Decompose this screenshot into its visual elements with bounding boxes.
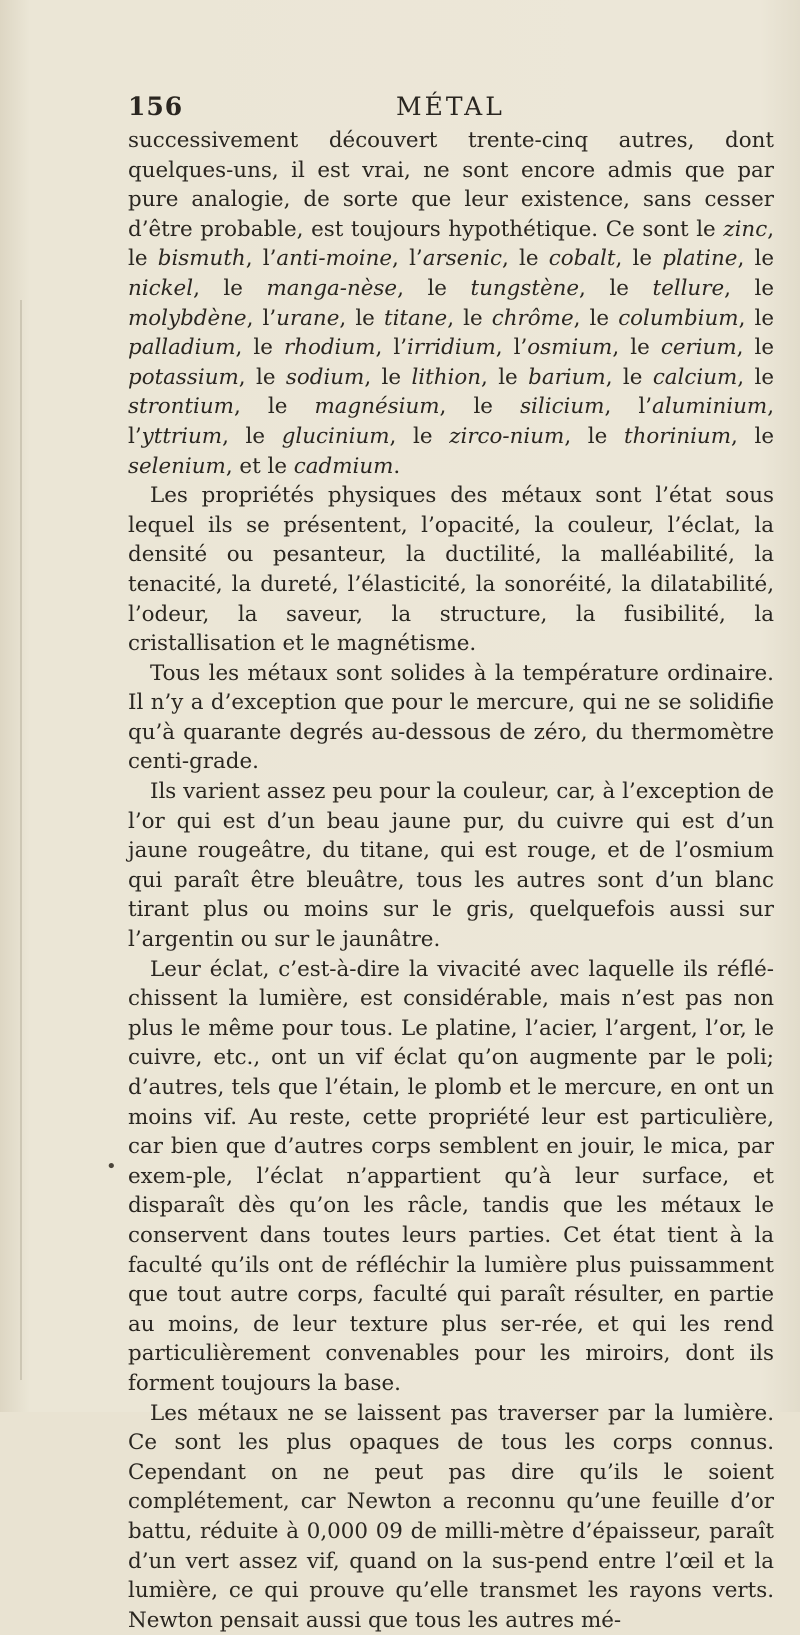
running-head: MÉTAL [396,92,505,121]
italic-term: glucinium [281,423,390,449]
italic-term: arsenic [422,246,502,272]
text-run: , le [397,275,471,301]
text-run: , le [233,394,315,420]
page-header [128,92,768,126]
italic-term: tungstène [470,275,580,301]
italic-term: aluminium [652,394,768,420]
italic-term: strontium [128,394,234,420]
text-run: , le [573,305,619,331]
paragraph [128,659,774,777]
italic-term: tellure [652,275,725,301]
italic-term: magnésium [314,394,440,420]
text-run: , le [731,423,774,449]
text-run: Les propriétés physiques des métaux sont l’état sous lequel ils se présentent, l’opacité, la couleur, l’éclat, la densité ou pesanteur, la ductilité, la malléabilité, la tenacité, la dureté, l’élasticité, la sonoréité, la dilatabilité, l’odeur, la saveur, la structure, la fusibilité, la cristallisation et le magnétisme. [128,483,774,657]
italic-term: potassium [128,364,239,390]
text-run: Leur éclat, c’est-à-dire la vivacité avec laquelle ils réflé-chissent la lumière, est considérable, mais n’est pas non plus le même pour tous. Le platine, l’acier, l’argent, l’or, le cuivre, etc., ont un vif éclat qu’on augmente par le poli; d’autres, tels que l’étain, le plomb et le mercure, en ont un moins vif. Au reste, cette propriété leur est particulière, car bien que d’autres corps semblent en jouir, le mica, par exem-ple, l’éclat n’appartient qu’à leur surface, et disparaît dès qu’on les râcle, tandis que les métaux le conservent dans toutes leurs parties. Cet état tient à la faculté qu’ils ont de réfléchir la lumière plus puissamment que tout autre corps, faculté qui paraît résulter, en partie au moins, de leur texture plus ser-rée, et qui les rend particulièrement convenables pour les miroirs, dont ils forment toujours la base. [128,956,774,1396]
italic-term: selenium [128,453,226,479]
italic-term: calcium [652,364,738,390]
page-edge-shadow [20,300,22,1380]
text-run: , le [724,275,774,301]
italic-term: molybdène [128,305,247,331]
text-run: Ils varient assez peu pour la couleur, car, à l’exception de l’or qui est d’un beau jaune pur, du cuivre qui est d’un jaune rougeâtre, du titane, qui est rouge, et de l’osmium qui paraît être bleuâtre, tous les autres sont d’un blanc tirant plus ou moins sur le gris, quelquefois aussi sur l’argentin ou sur le jaunâtre. [128,779,775,953]
text-run: , le [612,335,661,361]
italic-term: yttrium [141,423,223,449]
italic-term: zinc [723,216,768,242]
italic-term: lithion [411,364,482,390]
paragraph [128,777,774,955]
italic-term: palladium [128,335,236,361]
italic-term: columbium [618,305,739,331]
paragraph [128,126,774,481]
text-run: , le [238,364,286,390]
italic-term: bismuth [157,246,246,272]
italic-term: zirco-nium [449,423,565,449]
italic-term: cobalt [548,246,616,272]
italic-term: chrôme [491,305,574,331]
text-run: , le [481,364,529,390]
paragraph [128,481,774,659]
italic-term: thorinium [624,423,731,449]
text-run: , et le [225,453,294,479]
text-run: , l’ [392,246,423,272]
italic-term: irridium [407,335,496,361]
text-run: , le [235,335,284,361]
text-run: , le [615,246,663,272]
text-run: , le [439,394,521,420]
text-run: , le [364,364,412,390]
text-run: , l’ [495,335,528,361]
text-run: , le [738,305,775,331]
italic-term: platine [662,246,738,272]
text-run: , le [389,423,450,449]
text-run: , le [737,246,774,272]
italic-term: silicium [520,394,605,420]
italic-term: barium [528,364,606,390]
italic-term: nickel [128,275,194,301]
text-run: , le [128,216,774,272]
italic-term: anti-moine [276,246,393,272]
margin-mark: • [106,1156,117,1177]
text-run: , le [736,335,775,361]
italic-term: manga-nèse [266,275,398,301]
text-run: , le [579,275,653,301]
text-run: , le [564,423,624,449]
text-run: Tous les métaux sont solides à la température ordinaire. Il n’y a d’exception que pour le mercure, qui ne se solidifie qu’à quarante degrés au-dessous de zéro, du thermomètre centi-grade. [128,660,774,775]
italic-term: sodium [285,364,365,390]
italic-term: osmium [527,335,613,361]
paragraph [128,955,774,1399]
text-run: , le [222,423,282,449]
text-run: . [393,453,401,479]
text-run: , l’ [604,394,653,420]
text-run: , le [193,275,267,301]
text-run: , l’ [128,394,775,449]
text-run: , l’ [246,305,277,331]
text-run: , le [501,246,549,272]
text-run: , le [605,364,653,390]
italic-term: rhodium [283,335,376,361]
paragraph [128,1399,774,1635]
text-run: , l’ [245,246,277,272]
text-run: , le [737,364,774,390]
text-run: successivement découvert trente-cinq autres, dont quelques-uns, il est vrai, ne sont encore admis que par pure analogie, de sorte que leur existence, sans cesser d’être probable, est toujours hypothétique. Ce sont le [128,128,774,242]
italic-term: cadmium [293,453,394,479]
italic-term: titane [383,305,448,331]
text-run: , le [447,305,492,331]
text-run: , l’ [375,335,408,361]
italic-term: cerium [660,335,737,361]
italic-term: urane [276,305,340,331]
text-run: , le [339,305,384,331]
text-run: Les métaux ne se laissent pas traverser par la lumière. Ce sont les plus opaques de tous les corps connus. Cependant on ne peut pas dire qu’ils le soient complétement, car Newton a reconnu qu’une feuille d’or battu, réduite à 0,000 09 de milli-mètre d’épaisseur, paraît d’un vert assez vif, quand on la sus-pend entre l’œil et la lumière, ce qui prouve qu’elle transmet les rayons verts. Newton pensait aussi que tous les autres mé- [128,1400,774,1633]
body-text [128,126,774,1635]
page-number: 156 [128,92,184,121]
